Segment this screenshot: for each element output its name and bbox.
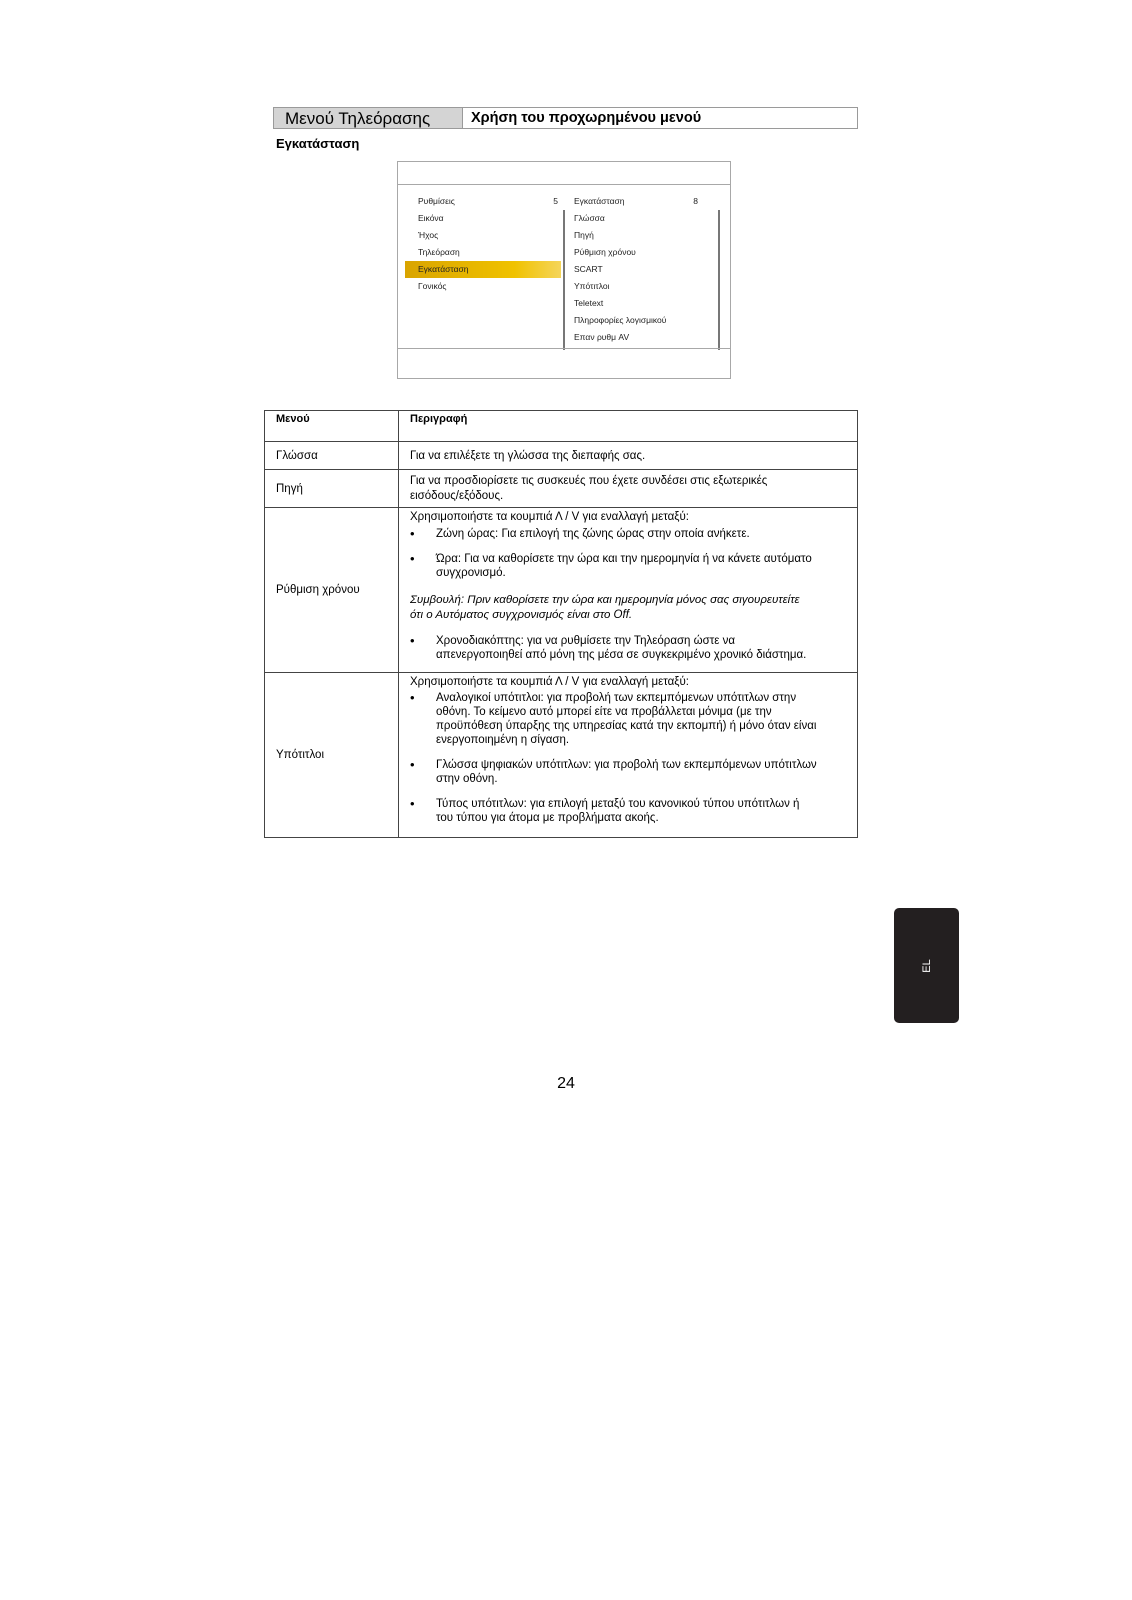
row-desc-source <box>399 470 858 508</box>
row-desc-time <box>399 508 858 673</box>
tv-submenu-item-scart[interactable]: SCART <box>574 264 603 274</box>
tv-menu-installation-column <box>574 193 698 346</box>
chapter-subtitle: Χρήση του προχωρημένου μενού <box>471 110 702 126</box>
time-tip: Συμβουλή: Πριν καθορίσετε την ώρα και ημερομηνία μόνος σας σιγουρευτείτε ότι ο Αυτόματος συγχρονισμός είναι στο Off. <box>410 594 800 621</box>
table-row <box>265 508 858 673</box>
tv-menu-installation-title: Εγκατάσταση <box>574 196 625 206</box>
time-bullets <box>410 527 849 580</box>
table-header-description: Περιγραφή <box>399 411 858 442</box>
tv-submenu-item-software-info[interactable]: Πληροφορίες λογισμικού <box>574 315 667 325</box>
subtitles-bullets <box>410 691 849 825</box>
table-row <box>265 442 858 470</box>
tv-menu-item-picture[interactable]: Εικόνα <box>418 213 444 223</box>
tv-menu-settings-header <box>418 193 558 210</box>
tv-menu-item-tv[interactable]: Τηλεόραση <box>418 247 460 257</box>
table-row <box>265 673 858 838</box>
tv-menu-divider <box>563 210 565 350</box>
table-header-menu: Μενού <box>265 411 399 442</box>
tv-menu-installation-header <box>574 193 698 210</box>
language-side-tab <box>894 908 959 1023</box>
row-menu-language: Γλώσσα <box>265 442 399 470</box>
tv-submenu-item-av-reset[interactable]: Επαν ρυθμ AV <box>574 332 630 342</box>
tv-menu-installation-count: 8 <box>693 196 698 206</box>
tv-menu-item-parental[interactable]: Γονικός <box>418 281 447 291</box>
tv-menu-item-sound[interactable]: Ήχος <box>418 230 439 240</box>
list-item: • Χρονοδιακόπτης: για να ρυθμίσετε την Τηλεόραση ώστε να απενεργοποιηθεί από μόνη της μέσα σε συγκεκριμένο χρονικό διάστημα. <box>410 634 849 662</box>
list-item: • Γλώσσα ψηφιακών υπότιτλων: για προβολή των εκπεμπόμενων υπότιτλων στην οθόνη. <box>410 758 849 786</box>
list-item: • Ζώνη ώρας: Για επιλογή της ζώνης ώρας στην οποία ανήκετε. <box>410 527 849 541</box>
section-title: Εγκατάσταση <box>276 136 360 151</box>
row-menu-subtitles: Υπότιτλοι <box>265 673 399 838</box>
tv-submenu-item-subtitles[interactable]: Υπότιτλοι <box>574 281 610 291</box>
chapter-section-title: Μενού Τηλεόρασης <box>274 108 463 128</box>
tv-submenu-item-source[interactable]: Πηγή <box>574 230 594 240</box>
table-header-row <box>265 411 858 442</box>
chapter-header <box>273 107 858 129</box>
text-line: εισόδους/εξόδους. <box>410 489 504 502</box>
page-number: 24 <box>557 1075 575 1092</box>
tv-menu-scrollbar <box>718 210 720 350</box>
tv-menu-settings-title: Ρυθμίσεις <box>418 196 455 206</box>
subtitles-intro: Χρησιμοποιήστε τα κουμπιά Λ / V για εναλλαγή μεταξύ: <box>410 676 689 688</box>
list-item: • Αναλογικοί υπότιτλοι: για προβολή των εκπεμπόμενων υπότιτλων στην οθόνη. Το κείμενο αυτό μπορεί είτε να προβάλλεται μόνιμα (με την προϋπόθεση ύπαρξης της υπηρεσίας κατά την εκπομπή) ή μόνο όταν είναι ενεργοποιημένη η σίγαση. <box>410 691 849 747</box>
row-menu-time: Ρύθμιση χρόνου <box>265 508 399 673</box>
language-side-tab-label: EL <box>920 958 933 973</box>
list-item: • Ώρα: Για να καθορίσετε την ώρα και την ημερομηνία ή να κάνετε αυτόματο συγχρονισμό. <box>410 552 849 580</box>
time-bullets-2 <box>410 634 849 662</box>
tv-menu-screenshot <box>397 161 731 379</box>
tv-menu-bottom-bar <box>398 348 730 378</box>
list-item: • Τύπος υπότιτλων: για επιλογή μεταξύ του κανονικού τύπου υπότιτλων ή του τύπου για άτομα με προβλήματα ακοής. <box>410 797 849 825</box>
row-desc-language: Για να επιλέξετε τη γλώσσα της διεπαφής σας. <box>399 442 858 470</box>
tv-menu-top-bar <box>398 162 730 185</box>
tv-menu-settings-count: 5 <box>553 196 558 206</box>
text-line: Για να προσδιορίσετε τις συσκευές που έχετε συνδέσει στις εξωτερικές <box>410 474 768 487</box>
tv-menu-settings-column <box>418 193 558 295</box>
tv-menu-item-installation-selected[interactable]: Εγκατάσταση <box>405 261 561 278</box>
row-desc-subtitles <box>399 673 858 838</box>
tv-submenu-item-time[interactable]: Ρύθμιση χρόνου <box>574 247 636 257</box>
time-intro: Χρησιμοποιήστε τα κουμπιά Λ / V για εναλλαγή μεταξύ: <box>410 511 689 523</box>
tv-submenu-item-teletext[interactable]: Teletext <box>574 298 604 308</box>
row-menu-source: Πηγή <box>265 470 399 508</box>
menu-description-table <box>264 410 858 838</box>
tv-submenu-item-language[interactable]: Γλώσσα <box>574 213 605 223</box>
table-row <box>265 470 858 508</box>
